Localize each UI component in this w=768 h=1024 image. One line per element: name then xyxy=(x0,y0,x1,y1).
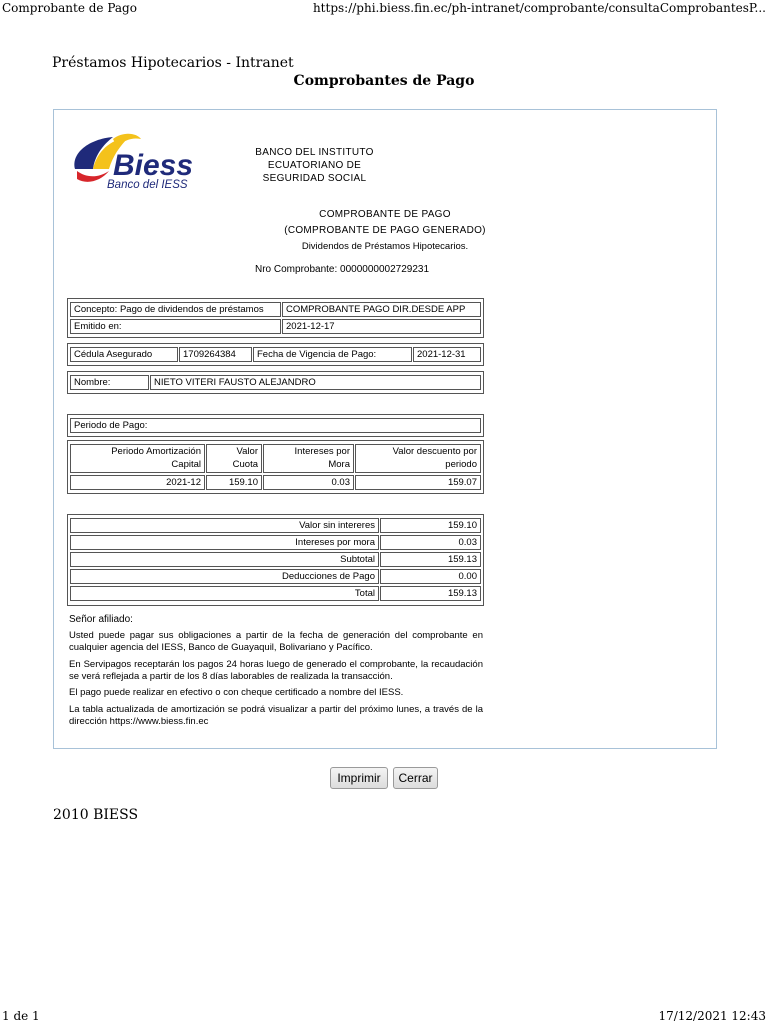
discount-value: 159.07 xyxy=(355,475,481,490)
section-title: Préstamos Hipotecarios - Intranet xyxy=(52,55,294,71)
totals-value: 0.03 xyxy=(380,535,481,550)
receipt-number-label: Nro Comprobante: xyxy=(255,264,338,275)
totals-table xyxy=(67,514,484,606)
print-datetime: 17/12/2021 12:43 xyxy=(658,1009,766,1023)
bank-name-line: BANCO DEL INSTITUTO xyxy=(255,147,374,158)
biess-logo xyxy=(67,131,227,195)
totals-label: Intereses por mora xyxy=(70,535,379,550)
receipt-type: COMPROBANTE DE PAGO xyxy=(319,209,451,220)
totals-label: Subtotal xyxy=(70,552,379,567)
due-date-label: Fecha de Vigencia de Pago: xyxy=(253,347,412,362)
concept-box xyxy=(67,298,484,338)
copyright: 2010 BIESS xyxy=(53,807,139,823)
bank-name xyxy=(252,146,377,185)
payment-period-box xyxy=(67,414,484,437)
name-value: NIETO VITERI FAUSTO ALEJANDRO xyxy=(150,375,481,390)
totals-label: Valor sin intereres xyxy=(70,518,379,533)
notes-paragraph: Usted puede pagar sus obligaciones a partir de la fecha de generación del comprobante en cualquier agencia del IESS, Banco de Guayaquil, Bolivariano y Pacífico. xyxy=(69,630,483,653)
period-header: Periodo Amortización Capital xyxy=(70,444,205,473)
issued-date: 2021-12-17 xyxy=(282,319,481,334)
bank-name-line: ECUATORIANO DE xyxy=(267,160,362,171)
page-title: Comprobantes de Pago xyxy=(293,73,475,89)
totals-value: 159.10 xyxy=(380,518,481,533)
name-label: Nombre: xyxy=(70,375,149,390)
receipt-number-value: 0000000002729231 xyxy=(340,264,430,275)
late-interest-value: 0.03 xyxy=(263,475,354,490)
receipt-subtype: (COMPROBANTE DE PAGO GENERADO) xyxy=(284,225,486,236)
issued-label: Emitido en: xyxy=(70,319,281,334)
totals-label: Total xyxy=(70,586,379,601)
logo-tagline: Banco del IESS xyxy=(107,179,188,191)
browser-page-title: Comprobante de Pago xyxy=(2,1,137,15)
late-interest-header: Intereses por Mora xyxy=(263,444,354,473)
concept-label: Concepto: Pago de dividendos de préstamos xyxy=(70,302,281,317)
id-label: Cédula Asegurado xyxy=(70,347,178,362)
quota-header: Valor Cuota xyxy=(206,444,262,473)
notes-paragraph: El pago puede realizar en efectivo o con cheque certificado a nombre del IESS. xyxy=(69,687,404,698)
bank-name-line: SEGURIDAD SOCIAL xyxy=(262,173,367,184)
browser-url: https://phi.biess.fin.ec/ph-intranet/comprobante/consultaComprobantesP... xyxy=(312,1,766,15)
biess-logo-icon xyxy=(67,131,227,195)
id-box xyxy=(67,343,484,366)
payment-period-label: Periodo de Pago: xyxy=(70,418,481,433)
period-value: 2021-12 xyxy=(70,475,205,490)
close-button[interactable]: Cerrar xyxy=(393,767,438,789)
quota-value: 159.10 xyxy=(206,475,262,490)
notes-paragraph: En Servipagos receptarán los pagos 24 horas luego de generado el comprobante, la recaudación se verá reflejada a partir de los 8 días laborables de realizada la transacción. xyxy=(69,659,483,682)
id-number: 1709264384 xyxy=(179,347,252,362)
print-button[interactable]: Imprimir xyxy=(330,767,388,789)
totals-value: 159.13 xyxy=(380,586,481,601)
period-table xyxy=(67,440,484,494)
page-count: 1 de 1 xyxy=(2,1009,40,1023)
totals-value: 159.13 xyxy=(380,552,481,567)
receipt-number xyxy=(255,264,429,275)
notes-paragraph: La tabla actualizada de amortización se podrá visualizar a partir del próximo lunes, a través de la dirección https://www.biess.fin.ec xyxy=(69,704,483,727)
notes-greeting: Señor afiliado: xyxy=(69,614,133,625)
name-box xyxy=(67,371,484,394)
totals-label: Deducciones de Pago xyxy=(70,569,379,584)
due-date: 2021-12-31 xyxy=(413,347,481,362)
discount-header: Valor descuento por periodo xyxy=(355,444,481,473)
logo-wordmark: Biess xyxy=(113,149,194,182)
concept-value: COMPROBANTE PAGO DIR.DESDE APP xyxy=(282,302,481,317)
totals-value: 0.00 xyxy=(380,569,481,584)
receipt-description: Dividendos de Préstamos Hipotecarios. xyxy=(301,241,469,252)
